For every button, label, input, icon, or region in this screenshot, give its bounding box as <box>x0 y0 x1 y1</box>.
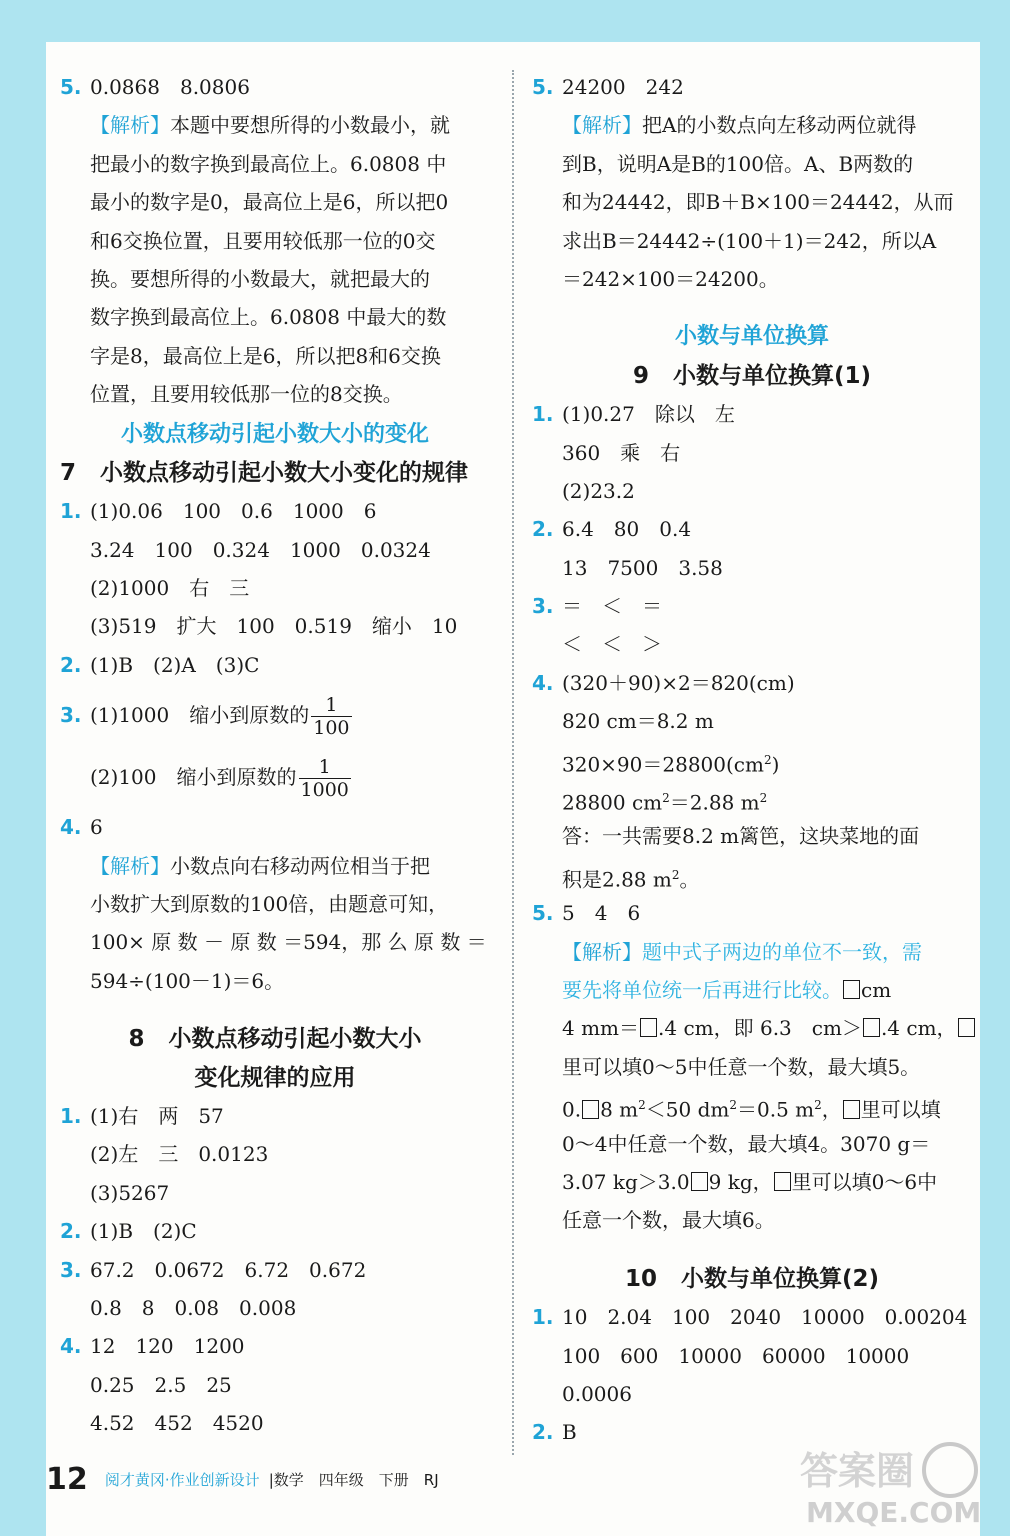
lesson-title: 小数点移动引起小数大小变化的规律 <box>100 459 469 486</box>
lesson-number: 8 <box>128 1026 145 1053</box>
answer-line <box>532 856 972 894</box>
analysis-tag: 【解析】 <box>90 853 170 878</box>
analysis-text: 题中式子两边的单位不一致，需 <box>642 939 922 964</box>
superscript: 2 <box>729 1098 737 1113</box>
right-column <box>532 68 972 1452</box>
analysis-text: 0～4中任意一个数，最大填4。3070 g＝ <box>562 1131 931 1156</box>
answer-line <box>60 1251 490 1289</box>
answer-text: B <box>562 1420 577 1445</box>
analysis-text: 0. <box>562 1097 582 1122</box>
blank-box <box>863 1018 880 1037</box>
section-title: 小数点移动引起小数大小的变化 <box>120 421 429 447</box>
analysis-line <box>532 933 972 971</box>
blank-box <box>640 1018 657 1037</box>
answer-text: 6.4 80 0.4 <box>562 517 692 542</box>
question-number: 3. <box>532 594 554 619</box>
left-column <box>60 68 490 1443</box>
question-number: 2. <box>60 1219 82 1244</box>
question-number: 5. <box>60 75 82 99</box>
page-footer <box>46 1462 439 1508</box>
answer-text: (1)B (2)A (3)C <box>90 652 260 677</box>
answer-text: 6 <box>90 815 103 840</box>
page-frame-right <box>980 0 1010 1536</box>
lesson-heading <box>532 357 972 395</box>
question-number: 2. <box>532 1420 554 1445</box>
analysis-text: 字是8，最高位上是6，所以把8和6交换 <box>90 343 441 368</box>
answer-line <box>60 646 490 684</box>
analysis-tag: 【解析】 <box>562 113 642 138</box>
answer-line <box>532 587 972 625</box>
lesson-number: 7 <box>60 459 77 486</box>
analysis-text: ＝242×100＝24200。 <box>562 266 779 291</box>
question-number: 1. <box>60 499 82 524</box>
analysis-text: 100× 原 数 － 原 数 ＝594，那 么 原 数 ＝ <box>90 930 487 955</box>
answer-text: (2)1000 右 三 <box>90 576 250 601</box>
analysis-line <box>60 847 490 885</box>
answer-text: ＜ ＜ ＞ <box>562 632 662 657</box>
answer-text: 5 4 6 <box>562 901 641 926</box>
analysis-text: 换。要想所得的小数最大，就把最大的 <box>90 266 430 291</box>
answer-line <box>60 68 490 106</box>
analysis-text: 本题中要想所得的小数最小，就 <box>170 113 450 138</box>
lesson-title: 变化规律的应用 <box>194 1064 356 1091</box>
analysis-text: .4 cm，即 6.3 cm＞ <box>658 1016 862 1041</box>
answer-text: 100 600 10000 60000 10000 <box>562 1343 910 1368</box>
answer-text: (3)519 扩大 100 0.519 缩小 10 <box>90 614 458 639</box>
analysis-tag: 【解析】 <box>90 113 170 138</box>
answer-line <box>60 1097 490 1135</box>
analysis-text: 和为24442，即B＋B×100＝24442，从而 <box>562 190 954 215</box>
answer-line <box>60 746 490 808</box>
answer-text: (320＋90)×2＝820(cm) <box>562 670 795 695</box>
page-number: 12 <box>46 1462 88 1497</box>
question-number: 1. <box>532 1305 554 1330</box>
answer-text: ) <box>771 752 780 777</box>
answer-text: (2)23.2 <box>562 478 635 503</box>
lesson-title: 小数与单位换算(1) <box>672 362 872 389</box>
analysis-text: .4 cm， <box>880 1016 957 1041</box>
question-number: 4. <box>60 815 82 840</box>
page-frame-top <box>0 0 1010 42</box>
lesson-number: 10 <box>624 1265 657 1292</box>
answer-line <box>60 1327 490 1365</box>
analysis-text: 要先将单位统一后再进行比较。 <box>562 977 842 1002</box>
analysis-text: ， <box>821 1097 842 1122</box>
lesson-heading <box>532 1260 972 1298</box>
analysis-text: 最小的数字是0，最高位上是6，所以把0 <box>90 190 449 215</box>
question-number: 3. <box>60 1257 82 1282</box>
question-number: 1. <box>532 402 554 427</box>
answer-line <box>60 1212 490 1250</box>
book-info: |数学 四年级 下册 RJ <box>268 1471 439 1489</box>
analysis-line <box>60 106 490 144</box>
answer-line <box>532 894 972 932</box>
analysis-text: ＜50 dm <box>645 1097 730 1122</box>
answer-text: (3)5267 <box>90 1180 170 1205</box>
blank-box <box>774 1172 791 1191</box>
question-number: 5. <box>532 901 554 926</box>
blank-box <box>958 1018 975 1037</box>
answer-text: 。 <box>679 867 700 892</box>
superscript: 2 <box>759 791 768 806</box>
question-number: 5. <box>532 75 554 99</box>
svg-text:答案圈: 答案圈 <box>800 1449 915 1493</box>
superscript: 2 <box>671 867 680 882</box>
answer-text: 360 乘 右 <box>562 440 681 465</box>
answer-text: 24200 242 <box>562 75 684 99</box>
analysis-line <box>532 1086 972 1124</box>
answer-text: ＝ ＜ ＝ <box>562 594 662 619</box>
analysis-line <box>532 1009 972 1047</box>
superscript: 2 <box>638 1098 646 1113</box>
answer-line <box>532 510 972 548</box>
blank-box <box>843 1100 860 1119</box>
superscript: 2 <box>814 1098 822 1113</box>
fraction-numerator: 1 <box>311 694 351 717</box>
analysis-text: 8 m <box>600 1097 639 1122</box>
column-divider <box>512 70 514 1455</box>
lesson-heading <box>60 454 490 492</box>
answer-line <box>60 684 490 746</box>
series-name: 阅才黄冈·作业创新设计 <box>104 1471 260 1489</box>
analysis-text: 和6交换位置，且要用较低那一位的0交 <box>90 228 436 253</box>
question-number: 3. <box>60 703 82 728</box>
answer-text: ＝2.88 m <box>669 790 760 815</box>
analysis-text: 9 kg， <box>708 1169 773 1194</box>
answer-text: 67.2 0.0672 6.72 0.672 <box>90 1257 367 1282</box>
analysis-text: 3.07 kg＞3.0 <box>562 1169 690 1194</box>
analysis-line <box>532 971 972 1009</box>
answer-text: 4.52 452 4520 <box>90 1411 264 1436</box>
fraction <box>299 756 351 801</box>
watermark-logo <box>792 1440 992 1530</box>
answer-text: 0.8 8 0.08 0.008 <box>90 1295 297 1320</box>
analysis-text: 数字换到最高位上。6.0808 中最大的数 <box>90 305 447 330</box>
analysis-text: 里可以填 <box>860 1097 941 1122</box>
lesson-heading <box>60 1020 490 1058</box>
question-number: 4. <box>60 1334 82 1359</box>
answer-line <box>532 664 972 702</box>
answer-text: (1)0.06 100 0.6 1000 6 <box>90 499 377 524</box>
answer-text: 12 120 1200 <box>90 1334 245 1359</box>
lesson-number: 9 <box>632 362 649 389</box>
fraction-denominator: 1000 <box>300 779 349 802</box>
analysis-line <box>532 1163 972 1201</box>
analysis-text: 594÷(100－1)＝6。 <box>90 968 285 993</box>
analysis-text: 小数点向右移动两位相当于把 <box>170 853 430 878</box>
analysis-text: 里可以填0～6中 <box>791 1169 938 1194</box>
svg-text:MXQE.COM: MXQE.COM <box>806 1496 982 1529</box>
answer-line <box>60 808 490 846</box>
answer-text: 28800 cm <box>562 790 663 815</box>
superscript: 2 <box>662 791 670 806</box>
answer-line <box>60 492 490 530</box>
lesson-title: 小数点移动引起小数大小 <box>168 1026 422 1053</box>
analysis-text: 把最小的数字换到最高位上。6.0808 中 <box>90 151 447 176</box>
answer-text: 0.0868 8.0806 <box>90 75 250 99</box>
analysis-text: 求出B＝24442÷(100＋1)＝242，所以A <box>562 228 937 253</box>
analysis-text: 任意一个数，最大填6。 <box>562 1208 775 1233</box>
answer-text: (1)0.27 除以 左 <box>562 402 735 427</box>
blank-box <box>691 1172 708 1191</box>
section-title: 小数与单位换算 <box>674 324 829 350</box>
page-frame-left <box>0 0 46 1536</box>
question-number: 2. <box>60 652 82 677</box>
superscript: 2 <box>763 752 772 767</box>
answer-line <box>532 68 972 106</box>
blank-box <box>582 1100 599 1119</box>
question-number: 4. <box>532 670 554 695</box>
analysis-text: ＝0.5 m <box>737 1097 815 1122</box>
analysis-text: 4 mm＝ <box>562 1016 640 1041</box>
answer-line <box>532 779 972 817</box>
analysis-text: 里可以填0～5中任意一个数，最大填5。 <box>562 1054 921 1079</box>
answer-text: 答：一共需要8.2 m篱笆，这块菜地的面 <box>562 824 920 849</box>
question-number: 2. <box>532 517 554 542</box>
question-number: 1. <box>60 1103 82 1128</box>
answer-text: 820 cm＝8.2 m <box>562 709 714 734</box>
analysis-tag: 【解析】 <box>562 939 642 964</box>
answer-line <box>532 395 972 433</box>
analysis-line <box>532 106 972 144</box>
fraction-numerator: 1 <box>299 756 351 779</box>
answer-text: 3.24 100 0.324 1000 0.0324 <box>90 537 431 562</box>
answer-text: 0.25 2.5 25 <box>90 1372 232 1397</box>
blank-box <box>843 980 860 999</box>
answer-text: (2)100 缩小到原数的 <box>90 765 297 790</box>
answer-text: 积是2.88 m <box>562 867 672 892</box>
answer-text: 320×90＝28800(cm <box>562 752 764 777</box>
fraction <box>311 694 351 739</box>
analysis-text: cm <box>861 977 892 1002</box>
analysis-text: 到B，说明A是B的100倍。A、B两数的 <box>562 151 914 176</box>
answer-line <box>532 741 972 779</box>
answer-text: 10 2.04 100 2040 10000 0.00204 <box>562 1305 968 1330</box>
answer-text: (1)B (2)C <box>90 1219 197 1244</box>
analysis-text: 小数扩大到原数的100倍，由题意可知， <box>90 892 449 917</box>
analysis-text: 位置，且要用较低那一位的8交换。 <box>90 382 403 407</box>
answer-line <box>532 1298 972 1336</box>
answer-text: (2)左 三 0.0123 <box>90 1142 269 1167</box>
answer-text: (1)1000 缩小到原数的 <box>90 703 310 728</box>
fraction-denominator: 100 <box>313 717 350 740</box>
lesson-title: 小数与单位换算(2) <box>680 1265 880 1292</box>
analysis-text: 把A的小数点向左移动两位就得 <box>642 113 917 138</box>
answer-text: (1)右 两 57 <box>90 1103 224 1128</box>
answer-text: 13 7500 3.58 <box>562 555 723 580</box>
answer-text: 0.0006 <box>562 1381 632 1406</box>
